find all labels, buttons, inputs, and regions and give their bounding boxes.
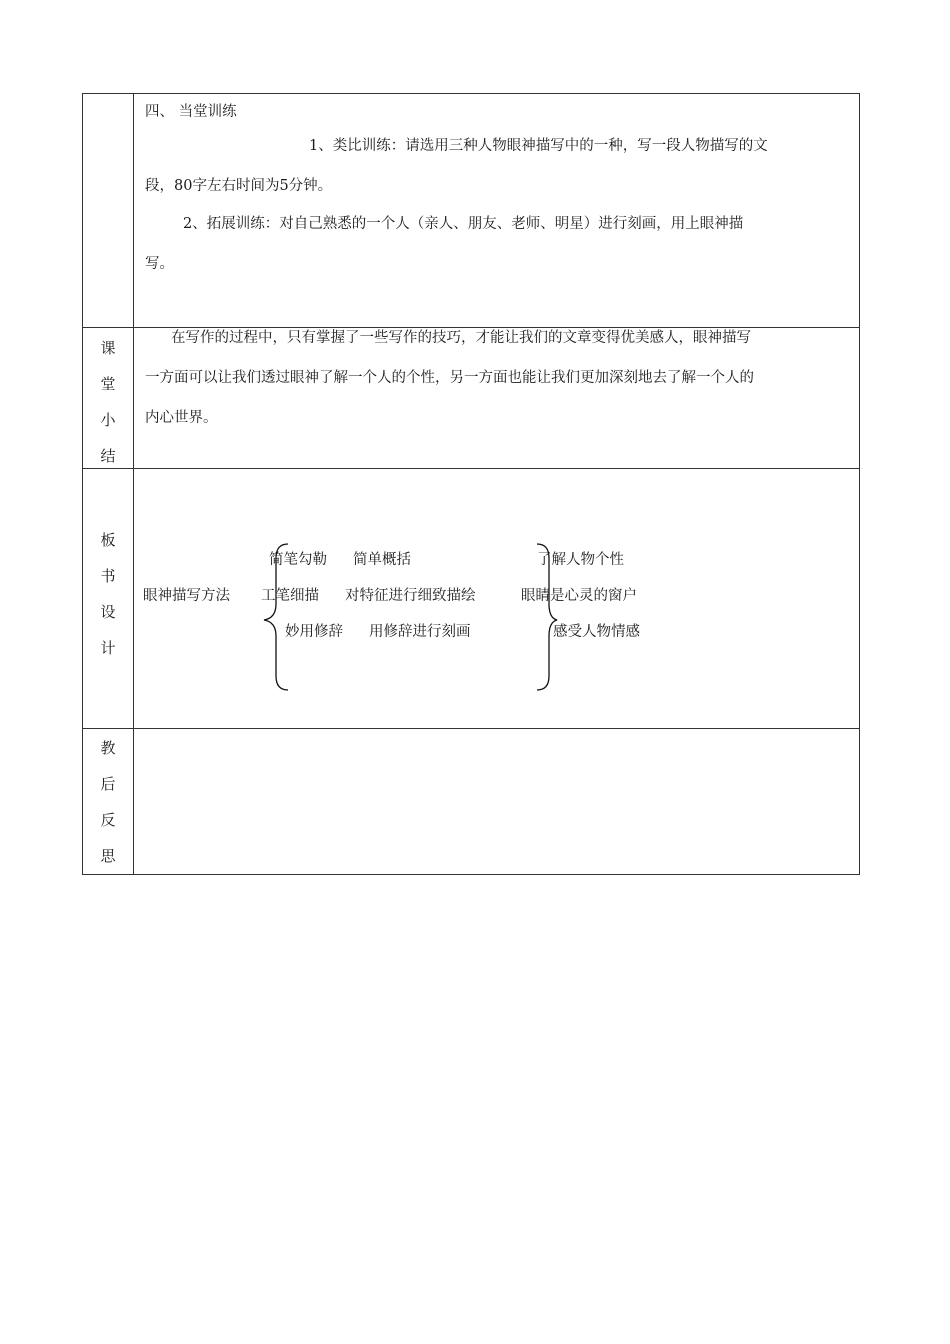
section-heading: 四、 当堂训练 [145,104,237,120]
summary-line2: 一方面可以让我们透过眼神了解一个人的个性，另一方面也能让我们更加深刻地去了解一个人的 [145,370,754,386]
exercise-2-line1: 2、拓展训练：对自己熟悉的一个人（亲人、朋友、老师、明星）进行刻画，用上眼神描 [183,216,744,232]
result-3: 感受人物情感 [553,624,640,640]
summary-label: 课 堂 小 结 [100,339,116,465]
row-divider [83,728,859,729]
exercise-2-line2: 写。 [145,256,174,272]
method-3-name: 妙用修辞 [285,624,343,640]
exercise-1-line1: 1、类比训练：请选用三种人物眼神描写中的一种，写一段人物描写的文 [309,138,768,154]
result-2: 眼睛是心灵的窗户 [521,588,637,604]
row-divider [83,468,859,469]
method-1-name: 简笔勾勒 [269,552,327,568]
summary-line3: 内心世界。 [145,410,218,426]
board-label: 板 书 设 计 [100,531,116,657]
column-divider [133,94,134,874]
reflection-label: 教 后 反 思 [100,739,116,865]
lesson-plan-table [82,93,860,875]
method-2-name: 工笔细描 [261,588,319,604]
summary-line1: 在写作的过程中，只有掌握了一些写作的技巧，才能让我们的文章变得优美感人，眼神描写 [171,330,751,346]
exercise-1-line2: 段，80字左右时间为5分钟。 [145,178,333,194]
method-1-desc: 简单概括 [353,552,411,568]
method-3-desc: 用修辞进行刻画 [369,624,471,640]
method-2-desc: 对特征进行细致描绘 [345,588,476,604]
result-1: 了解人物个性 [537,552,624,568]
board-root: 眼神描写方法 [143,588,230,604]
